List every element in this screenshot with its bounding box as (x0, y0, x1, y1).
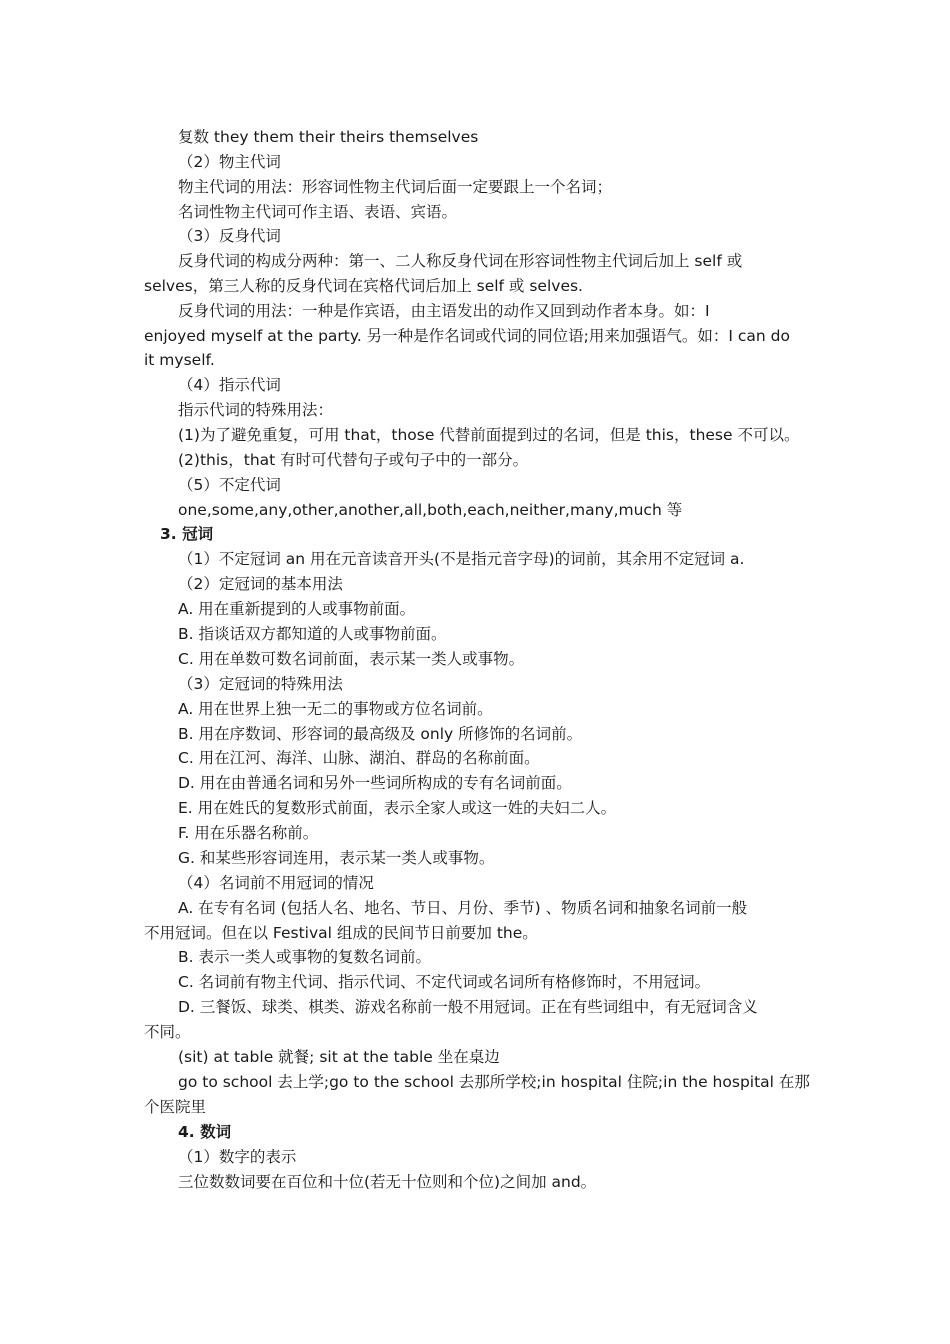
text-line: 名词性物主代词可作主语、表语、宾语。 (178, 203, 458, 221)
text-line: it myself. (144, 351, 215, 369)
text-line: A. 用在重新提到的人或事物前面。 (178, 600, 416, 618)
section-heading: （4）指示代词 (178, 376, 281, 394)
text-line: A. 在专有名词 (包括人名、地名、节日、月份、季节) 、物质名词和抽象名词前一般 (178, 899, 748, 917)
text-line: E. 用在姓氏的复数形式前面，表示全家人或这一姓的夫妇二人。 (178, 799, 617, 817)
text-line: A. 用在世界上独一无二的事物或方位名词前。 (178, 700, 493, 718)
section-heading: （1）数字的表示 (178, 1148, 297, 1166)
text-line: (2)this，that 有时可代替句子或句子中的一部分。 (178, 451, 529, 469)
text-line: B. 用在序数词、形容词的最高级及 only 所修饰的名词前。 (178, 725, 583, 743)
text-line: B. 表示一类人或事物的复数名词前。 (178, 948, 431, 966)
text-line: go to school 去上学;go to the school 去那所学校;in hospital 住院;in the hospital 在那 (178, 1073, 810, 1091)
text-line: 指示代词的特殊用法： (178, 401, 334, 419)
text-line: D. 三餐饭、球类、棋类、游戏名称前一般不用冠词。正在有些词组中，有无冠词含义 (178, 998, 758, 1016)
text-line: G. 和某些形容词连用，表示某一类人或事物。 (178, 849, 495, 867)
text-line: 不用冠词。但在以 Festival 组成的民间节日前要加 the。 (144, 924, 538, 942)
text-line: (1)为了避免重复，可用 that，those 代替前面提到过的名词，但是 this，these 不可以。 (178, 426, 800, 444)
text-line: D. 用在由普通名词和另外一些词所构成的专有名词前面。 (178, 774, 572, 792)
text-line: selves，第三人称的反身代词在宾格代词后加上 self 或 selves. (144, 277, 583, 295)
section-heading: （2）物主代词 (178, 153, 281, 171)
text-line: 物主代词的用法：形容词性物主代词后面一定要跟上一个名词； (178, 178, 613, 196)
text-line: 复数 they them their theirs themselves (178, 128, 479, 146)
text-line: enjoyed myself at the party. 另一种是作名词或代词的同位语;用来加强语气。如：I can do (144, 327, 790, 345)
text-line: C. 用在江河、海洋、山脉、湖泊、群岛的名称前面。 (178, 749, 540, 767)
text-line: one,some,any,other,another,all,both,each,neither,many,much 等 (178, 501, 683, 519)
text-line: B. 指谈话双方都知道的人或事物前面。 (178, 625, 447, 643)
section-heading: （3）定冠词的特殊用法 (178, 675, 343, 693)
text-line: 三位数数词要在百位和十位(若无十位则和个位)之间加 and。 (178, 1173, 597, 1191)
text-line: C. 用在单数可数名词前面，表示某一类人或事物。 (178, 650, 525, 668)
section-heading: （5）不定代词 (178, 476, 281, 494)
section-heading: （3）反身代词 (178, 227, 281, 245)
text-line: 反身代词的用法：一种是作宾语，由主语发出的动作又回到动作者本身。如：I (178, 302, 710, 320)
chapter-heading: 3. 冠词 (160, 525, 214, 543)
text-line: 个医院里 (144, 1098, 207, 1116)
section-heading: （4）名词前不用冠词的情况 (178, 874, 374, 892)
section-heading: （2）定冠词的基本用法 (178, 575, 343, 593)
text-line: C. 名词前有物主代词、指示代词、不定代词或名词所有格修饰时，不用冠词。 (178, 973, 711, 991)
chapter-heading: 4. 数词 (178, 1123, 232, 1141)
text-line: （1）不定冠词 an 用在元音读音开头(不是指元音字母)的词前，其余用不定冠词 a. (178, 550, 745, 568)
text-line: (sit) at table 就餐; sit at the table 坐在桌边 (178, 1048, 500, 1066)
text-line: 反身代词的构成分两种：第一、二人称反身代词在形容词性物主代词后加上 self 或 (178, 252, 743, 270)
text-line: F. 用在乐器名称前。 (178, 824, 319, 842)
text-line: 不同。 (144, 1023, 191, 1041)
